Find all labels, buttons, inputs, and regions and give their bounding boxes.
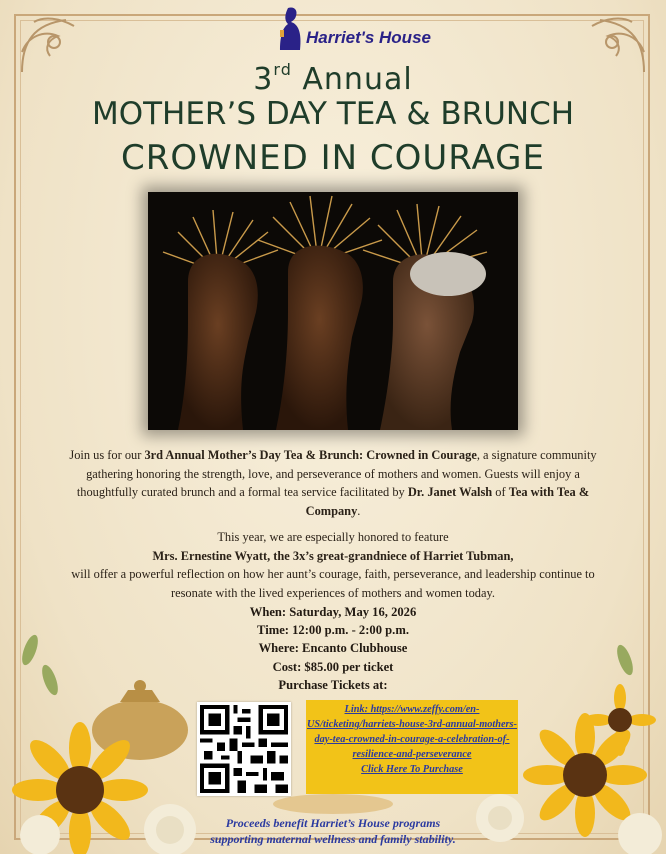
purchase-label: Purchase Tickets at: [278, 677, 388, 692]
purchase-link[interactable]: Click Here To Purchase [361, 764, 463, 775]
footer-line-2: supporting maternal wellness and family stability. [210, 832, 456, 846]
feature-description: will offer a powerful reflection on how her aunt’s courage, faith, perseverance, and leadership continue to resonate with the lived experiences of mothers and women today. [71, 567, 595, 600]
event-time: Time: 12:00 p.m. - 2:00 p.m. [257, 623, 409, 638]
title-line-2: MOTHER’S DAY TEA & BRUNCH [91, 96, 575, 132]
feature-intro: This year, we are especially honored to feature [217, 530, 449, 544]
feature-paragraph [60, 528, 606, 602]
ticket-link-box[interactable] [306, 700, 518, 794]
host-name: Dr. Janet Walsh [407, 485, 493, 499]
intro-text-start: Join us for our [69, 448, 145, 462]
qr-code-icon[interactable] [197, 702, 291, 796]
event-details [0, 603, 666, 694]
event-location: Where: Encanto Clubhouse [258, 641, 408, 656]
event-name: 3rd Annual Mother’s Day Tea & Brunch: Crowned in Courage [144, 448, 477, 462]
logo-name: Harriet's House [306, 28, 431, 47]
title-line-3: CROWNED IN COURAGE [120, 138, 546, 178]
title-ordinal-number: 3 [253, 62, 274, 97]
event-date: When: Saturday, May 16, 2026 [249, 605, 417, 619]
intro-of: of [492, 485, 509, 499]
footer-note [0, 815, 666, 847]
event-cost: Cost: $85.00 per ticket [272, 659, 394, 674]
footer-line-1: Proceeds benefit Harriet’s House programs [225, 816, 441, 830]
featured-guest: Mrs. Ernestine Wyatt, the 3x’s great-grandniece of Harriet Tubman, [152, 548, 514, 563]
intro-paragraph [60, 446, 606, 520]
ticket-link[interactable]: Link: https://www.zeffy.com/en-US/ticketing/harriets-house-3rd-annual-mothers-day-tea-crowned-in-courage-a-celebration-of-resilience-and-perseverance [307, 704, 517, 760]
title-annual-word: Annual [302, 62, 413, 97]
intro-text-middle: , a signature community gathering honoring the strength, love, and perseverance of mothers and women. Guests will enjoy a thoughtfully curated brunch and a formal tea service facilitated by [76, 448, 597, 499]
title-line-1 [0, 60, 666, 97]
hero-photo [148, 192, 518, 430]
company-name: Tea with Tea & Company [305, 485, 590, 518]
title-ordinal-suffix: rd [273, 60, 292, 79]
intro-period: . [357, 503, 361, 518]
logo-silhouette-icon [276, 4, 306, 52]
